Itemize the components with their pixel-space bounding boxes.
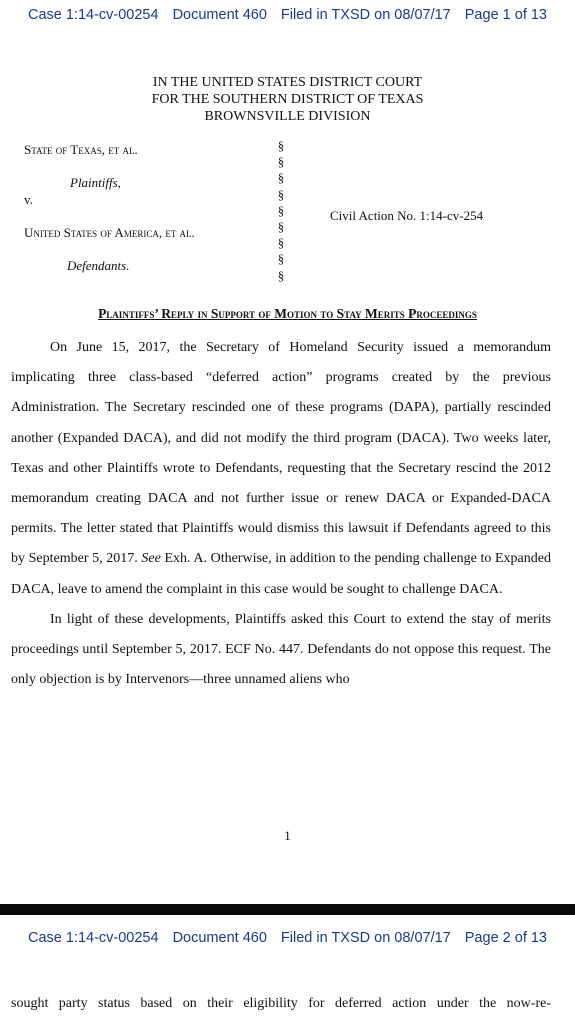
paragraph-1 xyxy=(11,333,551,605)
section-symbol: § xyxy=(277,170,285,186)
section-symbol: § xyxy=(277,138,285,153)
citation-signal: See xyxy=(141,551,161,567)
defendant-name: United States of America, et al. xyxy=(24,225,195,240)
page-divider xyxy=(0,904,575,915)
paragraph-2: In light of these developments, Plaintiffs asked this Court to extend the stay of merits proceedings until September 5, 2017. ECF No. 447. Defendants do not oppose this request. The only objection is by Intervenors—three unnamed aliens who xyxy=(11,611,551,688)
paragraph-1-continuation: Exh. A. Otherwise, in addition to the pending challenge to Expanded DACA, leave to amend the complaint in this case would be sought to challenge DACA. xyxy=(11,551,551,597)
ecf-header-page-2 xyxy=(0,930,575,946)
page-count: Page 1 of 13 xyxy=(464,7,548,23)
court-line-1: IN THE UNITED STATES DISTRICT COURT xyxy=(152,75,423,90)
plaintiff-name: State of Texas, et al. xyxy=(24,142,138,157)
document-number: Document 460 xyxy=(172,7,267,23)
case-number: Case 1:14-cv-00254 xyxy=(27,930,159,946)
filed-date: Filed in TXSD on 08/07/17 xyxy=(280,930,451,946)
defendant-role: Defendants. xyxy=(67,258,130,273)
document-number: Document 460 xyxy=(172,930,267,946)
page-2-first-line: sought party status based on their eligibility for deferred action under the now-re- xyxy=(11,996,551,1011)
case-number: Case 1:14-cv-00254 xyxy=(27,7,159,23)
page-count: Page 2 of 13 xyxy=(464,930,548,946)
document-body xyxy=(11,333,551,695)
plaintiff-role: Plaintiffs, xyxy=(70,175,121,190)
court-line-3: BROWNSVILLE DIVISION xyxy=(204,109,371,124)
section-symbol: § xyxy=(277,154,285,170)
section-symbol-column xyxy=(274,138,288,284)
versus: v. xyxy=(24,192,33,207)
document-title: Plaintiffs’ Reply in Support of Motion to Stay Merits Proceedings xyxy=(98,306,477,321)
ecf-header-page-1 xyxy=(0,7,575,23)
section-symbol: § xyxy=(277,202,285,218)
section-symbol: § xyxy=(277,186,285,202)
court-heading xyxy=(0,74,575,125)
section-symbol: § xyxy=(277,251,285,267)
page-number: 1 xyxy=(284,828,291,843)
filed-date: Filed in TXSD on 08/07/17 xyxy=(280,7,451,23)
section-symbol: § xyxy=(277,235,285,251)
section-symbol: § xyxy=(277,219,285,235)
paragraph-1-text: On June 15, 2017, the Secretary of Homeland Security issued a memorandum implicating three class-based “deferred action” programs created by the previous Administration. The Secretary rescinded one of these programs (DAPA), partially rescinded another (Expanded DACA), and did not modify the third program (DACA). Two weeks later, Texas and other Plaintiffs wrote to Defendants, requesting that the Secretary rescind the 2012 memorandum creating DACA and not further issue or renew DACA or Expanded-DACA permits. The letter stated that Plaintiffs would dismiss this lawsuit if Defendants agreed to this by September 5, 2017. xyxy=(11,340,551,567)
civil-action-number: Civil Action No. 1:14-cv-254 xyxy=(330,208,484,223)
court-line-2: FOR THE SOUTHERN DISTRICT OF TEXAS xyxy=(151,92,424,107)
section-symbol: § xyxy=(277,267,285,283)
